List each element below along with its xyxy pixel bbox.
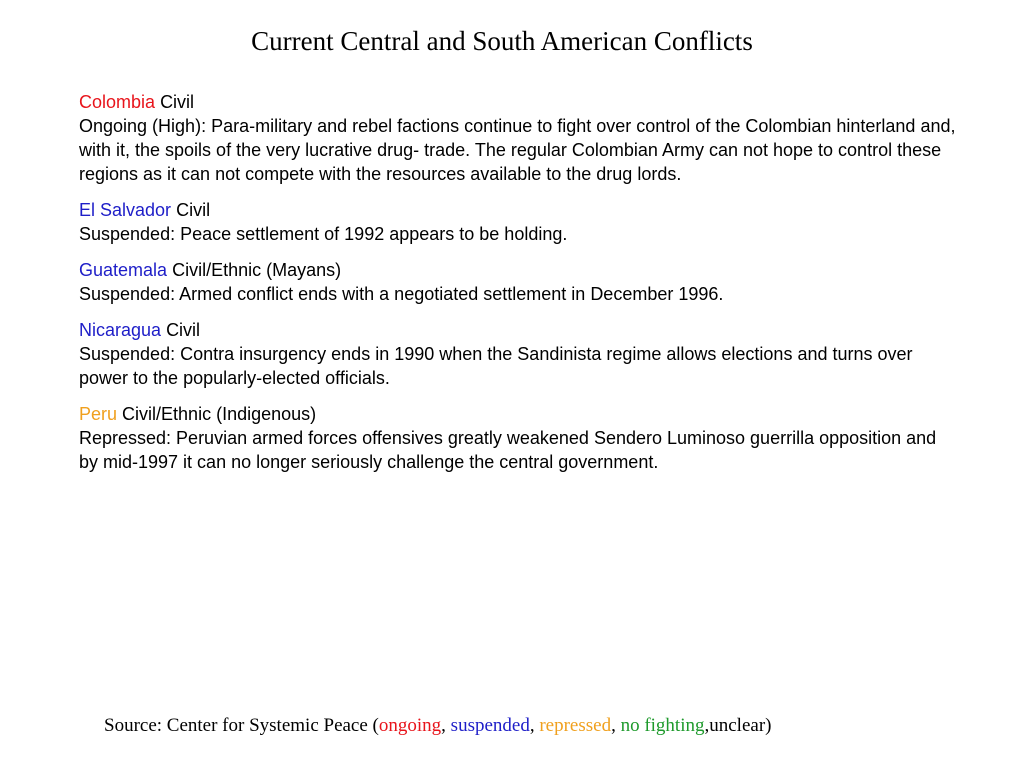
conflict-heading [79, 198, 959, 222]
conflict-description: Suspended: Armed conflict ends with a negotiated settlement in December 1996. [79, 284, 724, 304]
source-legend [104, 714, 984, 738]
conflict-type: Civil/Ethnic (Mayans) [172, 260, 342, 280]
conflict-description: Repressed: Peruvian armed forces offensives greatly weakened Sendero Luminoso guerrilla opposition and by mid-1997 it can no longer seriously challenge the central government. [79, 428, 937, 472]
legend-separator: , [704, 715, 710, 736]
conflict-type: Civil [176, 200, 211, 220]
conflict-country: Guatemala [79, 260, 168, 280]
legend-separator: , [611, 715, 621, 736]
conflict-item [79, 318, 959, 390]
legend-no-fighting: no fighting [620, 715, 705, 736]
conflict-country: El Salvador [79, 200, 172, 220]
conflict-description: Ongoing (High): Para-military and rebel factions continue to fight over control of the Colombian hinterland and, with it, the spoils of the very lucrative drug- trade. The regular Colombian Army can not hope to control these regions as it can not compete with the resources available to the drug lords. [79, 116, 956, 184]
conflict-type: Civil [160, 92, 195, 112]
legend-repressed: repressed [539, 715, 612, 736]
conflict-heading [79, 402, 959, 426]
source-prefix: Source: Center for Systemic Peace ( [104, 715, 379, 736]
conflict-list [79, 90, 959, 486]
legend-unclear: unclear [709, 715, 766, 736]
conflict-description: Suspended: Contra insurgency ends in 1990 when the Sandinista regime allows elections and turns over power to the popularly-elected officials. [79, 344, 913, 388]
conflict-item [79, 90, 959, 186]
source-suffix: ) [765, 715, 772, 736]
conflict-description: Suspended: Peace settlement of 1992 appears to be holding. [79, 224, 568, 244]
conflict-country: Colombia [79, 92, 156, 112]
conflict-type: Civil [166, 320, 201, 340]
conflict-country: Peru [79, 404, 118, 424]
conflict-heading [79, 318, 959, 342]
legend-separator: , [441, 715, 451, 736]
legend-separator: , [529, 715, 540, 736]
conflict-type: Civil/Ethnic (Indigenous) [122, 404, 317, 424]
legend-suspended: suspended [450, 715, 530, 736]
conflict-heading [79, 90, 959, 114]
conflict-heading [79, 258, 959, 282]
conflict-item [79, 258, 959, 306]
legend-ongoing: ongoing [378, 715, 442, 736]
conflict-item [79, 198, 959, 246]
slide-title: Current Central and South American Conflicts [251, 26, 753, 56]
conflict-item [79, 402, 959, 474]
conflict-country: Nicaragua [79, 320, 162, 340]
